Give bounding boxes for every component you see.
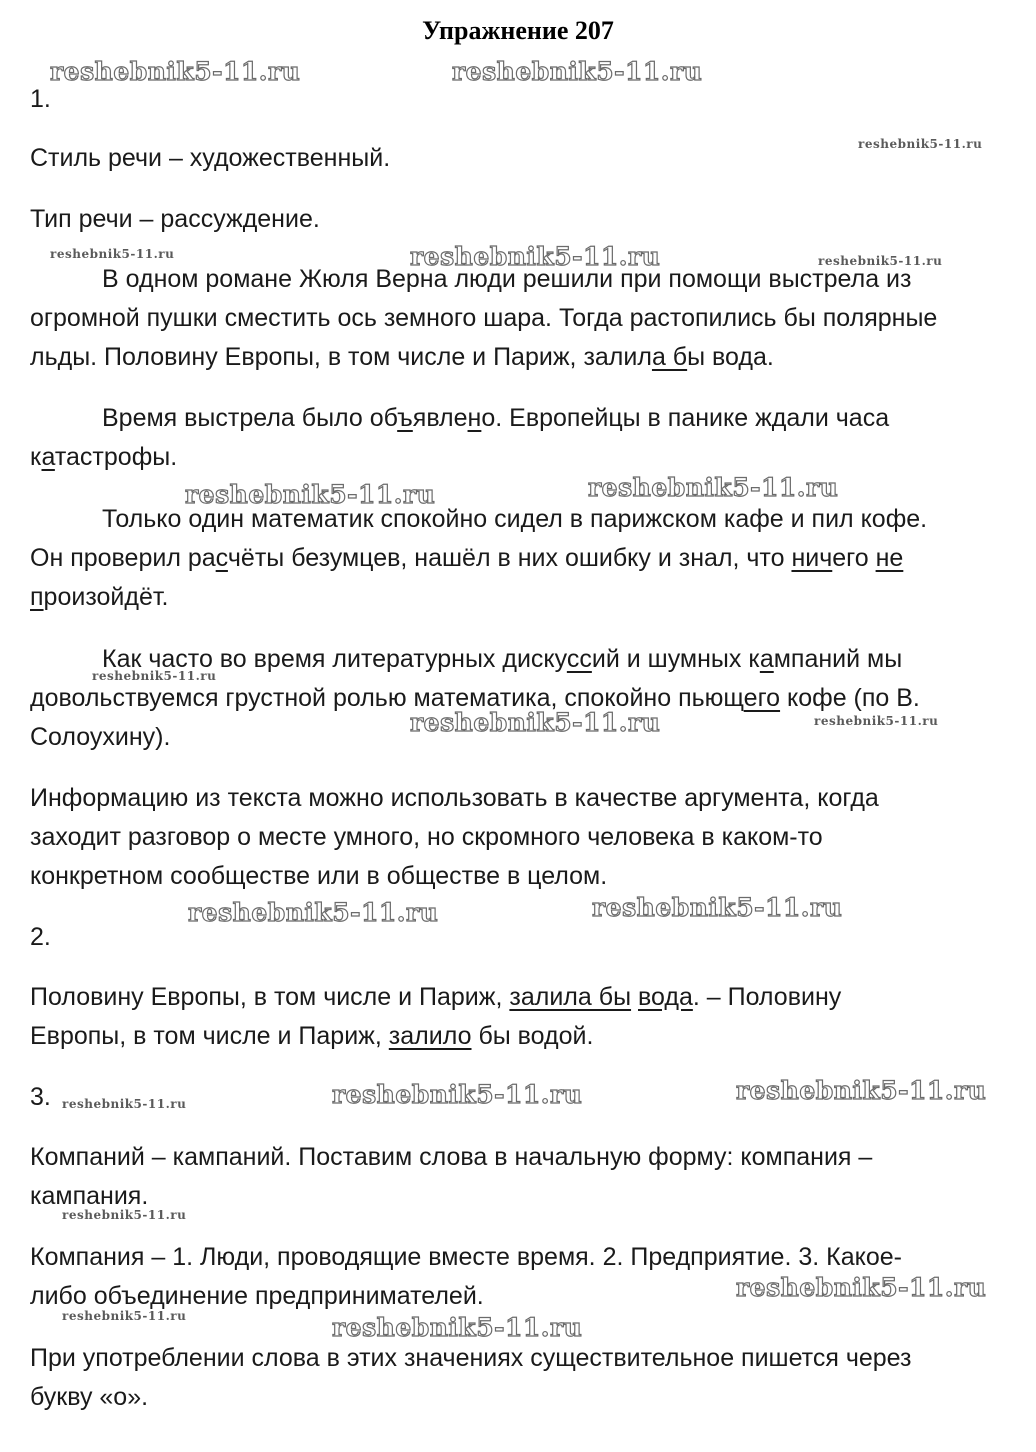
watermark: reshebnik5-11.ru [92,669,217,683]
text-line: кампания. [30,1182,149,1210]
text-line: Половину Европы, в том числе и Париж, залила бы вода. – Половину [30,983,842,1011]
watermark: reshebnik5-11.ru [736,1273,987,1302]
text-line: Солоухину). [30,723,171,751]
text-line: заходит разговор о месте умного, но скромного человека в каком-то [30,823,823,851]
watermark: reshebnik5-11.ru [410,708,661,737]
watermark: reshebnik5-11.ru [410,242,661,271]
text-line: Время выстрела было объявлено. Европейцы в панике ждали часа [102,404,890,432]
text-line: букву «о». [30,1383,149,1411]
watermark: reshebnik5-11.ru [588,473,839,502]
section-number: 2. [30,923,51,951]
watermark: reshebnik5-11.ru [185,480,436,509]
text-line: В одном романе Жюля Верна люди решили при помощи выстрела из [102,265,912,293]
watermark: reshebnik5-11.ru [332,1313,583,1342]
speech-style: Стиль речи – художественный. [30,144,391,172]
text-line: Он проверил расчёты безумцев, нашёл в них ошибку и знал, что ничего не [30,544,904,572]
text-line: Только один математик спокойно сидел в парижском кафе и пил кофе. [102,505,928,533]
speech-type: Тип речи – рассуждение. [30,205,320,233]
text-line: катастрофы. [30,443,178,471]
section-number: 1. [30,85,51,113]
watermark: reshebnik5-11.ru [452,57,703,86]
text-line: либо объединение предпринимателей. [30,1282,484,1310]
watermark: reshebnik5-11.ru [62,1309,187,1323]
watermark: reshebnik5-11.ru [62,1097,187,1111]
text-line: Компаний – кампаний. Поставим слова в начальную форму: компания – [30,1143,873,1171]
section-number: 3. [30,1083,51,1111]
text-line: Европы, в том числе и Париж, залило бы водой. [30,1022,594,1050]
text-line: произойдёт. [30,583,169,611]
text-line: При употреблении слова в этих значениях существительное пишется через [30,1344,912,1372]
watermark: reshebnik5-11.ru [50,247,175,261]
text-line: довольствуемся грустной ролью математика, спокойно пьющего кофе (по В. [30,684,920,712]
watermark: reshebnik5-11.ru [188,898,439,927]
text-line: Информацию из текста можно использовать в качестве аргумента, когда [30,784,879,812]
watermark: reshebnik5-11.ru [818,254,943,268]
watermark: reshebnik5-11.ru [736,1076,987,1105]
text-line: Компания – 1. Люди, проводящие вместе время. 2. Предприятие. 3. Какое- [30,1243,902,1271]
text-line: огромной пушки сместить ось земного шара. Тогда растопились бы полярные [30,304,938,332]
watermark: reshebnik5-11.ru [332,1080,583,1109]
watermark: reshebnik5-11.ru [858,137,983,151]
text-line: льды. Половину Европы, в том числе и Париж, залила бы вода. [30,343,774,371]
watermark: reshebnik5-11.ru [50,57,301,86]
page-title: Упражнение 207 [422,16,614,45]
watermark: reshebnik5-11.ru [592,893,843,922]
text-line: конкретном сообществе или в обществе в целом. [30,862,608,890]
text-line: Как часто во время литературных дискуссий и шумных кампаний мы [102,645,903,673]
watermark: reshebnik5-11.ru [62,1208,187,1222]
watermark: reshebnik5-11.ru [814,714,939,728]
